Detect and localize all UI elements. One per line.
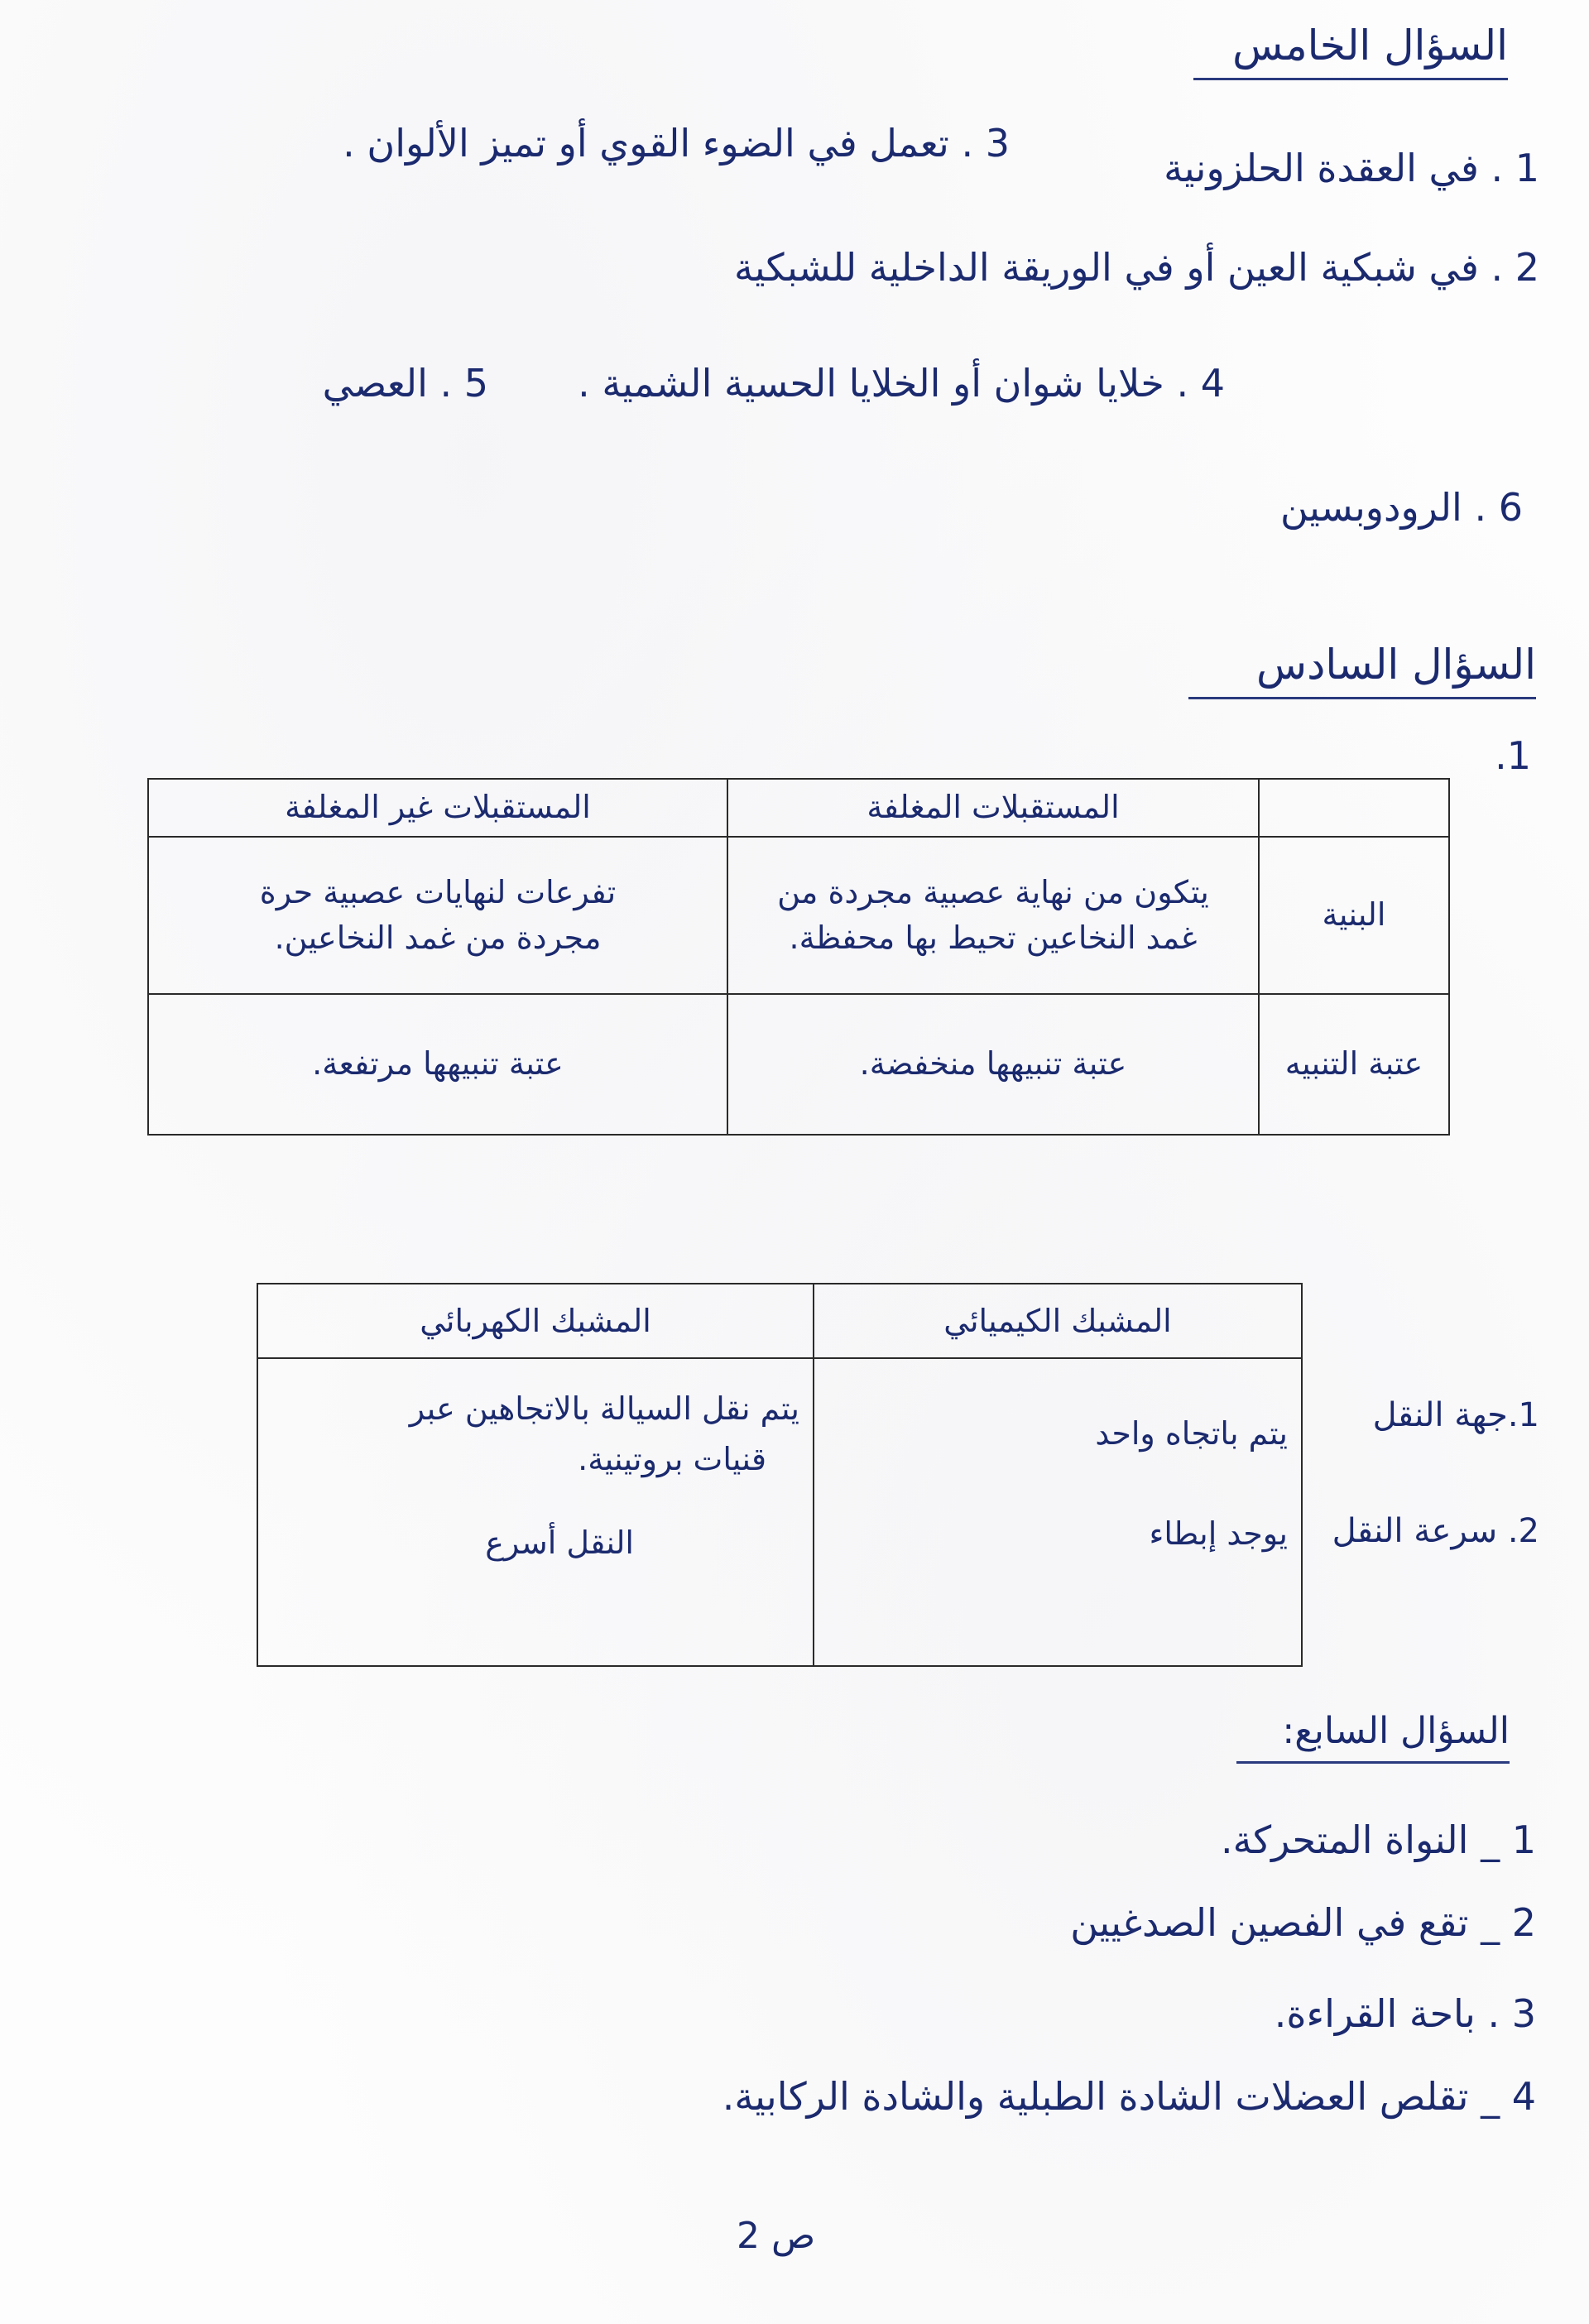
- q5-item-4: 4 . خلايا شوان أو الخلايا الحسية الشمية .: [578, 361, 1225, 406]
- q7-heading: السؤال السابع:: [1236, 1713, 1510, 1764]
- q5-item-6-num: 6: [1498, 485, 1523, 530]
- table1-threshold-free: عتبة تنبيهها مرتفعة.: [148, 994, 727, 1135]
- q5-item-1-num: 1: [1515, 146, 1539, 190]
- q5-item-4-text: خلايا شوان أو الخلايا الحسية الشمية: [602, 361, 1164, 406]
- q6-part1-num: 1.: [1495, 733, 1531, 778]
- q5-item-2-text: في شبكية العين أو في الوريقة الداخلية للشبكية: [734, 245, 1479, 290]
- table1-header-encapsulated: المستقبلات المغلفة: [727, 779, 1259, 837]
- table1-row-label-structure: البنية: [1259, 837, 1449, 994]
- q5-item-5-text: العصي: [322, 361, 428, 406]
- q5-item-3-num: 3: [985, 121, 1010, 166]
- table1-row-label-threshold: عتبة التنبيه: [1259, 994, 1449, 1135]
- q5-item-5-num: 5: [463, 361, 488, 406]
- q5-item-2-num: 2: [1515, 245, 1539, 290]
- table1-corner-cell: [1259, 779, 1449, 837]
- synapse-comparison-table: [257, 1283, 1303, 1667]
- q7-item-4: 4 _ تقلص العضلات الشادة الطبلية والشادة الركابية.: [722, 2074, 1536, 2119]
- q5-item-5: 5 . العصي: [322, 361, 488, 406]
- table2-chemical-cell: يتم باتجاه واحد يوجد إبطاء: [814, 1358, 1302, 1666]
- table2-label-speed: 2. سرعة النقل: [1332, 1512, 1539, 1550]
- q5-heading: السؤال الخامس: [1193, 25, 1508, 80]
- table1-threshold-encapsulated: عتبة تنبيهها منخفضة.: [727, 994, 1259, 1135]
- table1-structure-free: تفرعات لنهايات عصبية حرة مجردة من غمد النخاعين.: [148, 837, 727, 994]
- receptors-comparison-table: [147, 778, 1450, 1136]
- q5-item-3: 3 . تعمل في الضوء القوي أو تميز الألوان .: [343, 121, 1010, 166]
- table2-electrical-cell: يتم نقل السيالة بالاتجاهين عبر قنيات بروتينية. النقل أسرع: [257, 1358, 814, 1666]
- q5-item-3-text: تعمل في الضوء القوي أو تميز الألوان: [367, 121, 949, 166]
- q5-item-1: 1 . في العقدة الحلزونية: [1164, 146, 1539, 190]
- q7-item-3: 3 . باحة القراءة.: [1274, 1991, 1536, 2036]
- q5-item-4-num: 4: [1200, 361, 1225, 406]
- q5-item-6-text: الرودوبسين: [1280, 485, 1462, 530]
- q5-item-6: 6 . الرودوبسين: [1280, 485, 1523, 530]
- q5-item-1-text: في العقدة الحلزونية: [1164, 146, 1479, 190]
- table2-label-direction: 1.جهة النقل: [1372, 1396, 1539, 1434]
- q7-item-1: 1 _ النواة المتحركة.: [1220, 1817, 1536, 1862]
- table1-structure-encapsulated: يتكون من نهاية عصبية مجردة من غمد النخاعين تحيط بها محفظة.: [727, 837, 1259, 994]
- page-number: ص 2: [737, 2215, 816, 2257]
- table2-header-chemical: المشبك الكيميائي: [814, 1284, 1302, 1358]
- q7-item-2: 2 _ تقع في الفصين الصدغيين: [1070, 1900, 1536, 1945]
- table1-header-free: المستقبلات غير المغلفة: [148, 779, 727, 837]
- q5-item-2: 2 . في شبكية العين أو في الوريقة الداخلية للشبكية: [734, 245, 1539, 290]
- q6-heading: السؤال السادس: [1188, 644, 1536, 699]
- table2-header-electrical: المشبك الكهربائي: [257, 1284, 814, 1358]
